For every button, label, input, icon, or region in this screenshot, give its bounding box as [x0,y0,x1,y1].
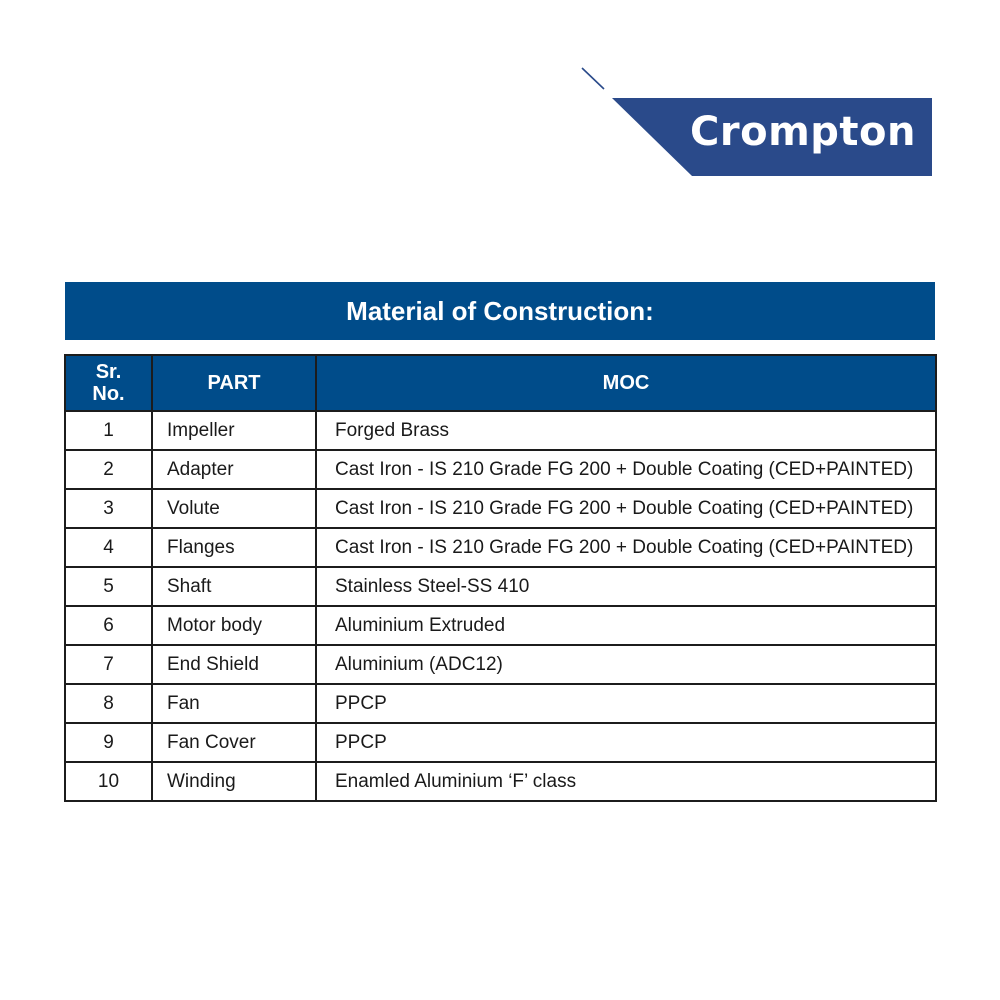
cell-part: Adapter [152,450,316,489]
cell-part: Impeller [152,411,316,450]
cell-sr: 4 [65,528,152,567]
table-row [65,606,936,645]
section-title-banner: Material of Construction: [65,282,935,340]
header-sr-line1: Sr. [95,361,122,383]
cell-sr: 2 [65,450,152,489]
cell-sr: 6 [65,606,152,645]
cell-moc: Forged Brass [316,411,936,450]
table-row [65,684,936,723]
cell-part: Fan Cover [152,723,316,762]
cell-sr: 3 [65,489,152,528]
table-row [65,411,936,450]
cell-moc: Enamled Aluminium ‘F’ class [316,762,936,801]
table-row [65,450,936,489]
cell-sr: 5 [65,567,152,606]
cell-moc: PPCP [316,723,936,762]
table-row [65,645,936,684]
cell-sr: 1 [65,411,152,450]
header-moc: MOC [316,355,936,411]
table-row [65,567,936,606]
moc-table [64,354,937,802]
table-row [65,762,936,801]
cell-moc: Stainless Steel-SS 410 [316,567,936,606]
cell-sr: 9 [65,723,152,762]
header-part: PART [152,355,316,411]
cell-part: Flanges [152,528,316,567]
table-row [65,723,936,762]
cell-part: Volute [152,489,316,528]
header-sr-no [65,355,152,411]
cell-part: Motor body [152,606,316,645]
cell-moc: Cast Iron - IS 210 Grade FG 200 + Double Coating (CED+PAINTED) [316,489,936,528]
table-row [65,489,936,528]
cell-sr: 8 [65,684,152,723]
cell-moc: Cast Iron - IS 210 Grade FG 200 + Double Coating (CED+PAINTED) [316,450,936,489]
cell-part: Shaft [152,567,316,606]
table-row [65,528,936,567]
cell-moc: Aluminium Extruded [316,606,936,645]
cell-moc: Aluminium (ADC12) [316,645,936,684]
cell-moc: PPCP [316,684,936,723]
cell-part: End Shield [152,645,316,684]
cell-moc: Cast Iron - IS 210 Grade FG 200 + Double Coating (CED+PAINTED) [316,528,936,567]
table-header-row [65,355,936,411]
cell-part: Winding [152,762,316,801]
header-sr-line2: No. [92,383,125,405]
logo-wordmark: Crompton [690,109,916,155]
cell-part: Fan [152,684,316,723]
cell-sr: 7 [65,645,152,684]
crompton-logo [560,60,940,190]
logo-accent-line [582,68,604,89]
cell-sr: 10 [65,762,152,801]
